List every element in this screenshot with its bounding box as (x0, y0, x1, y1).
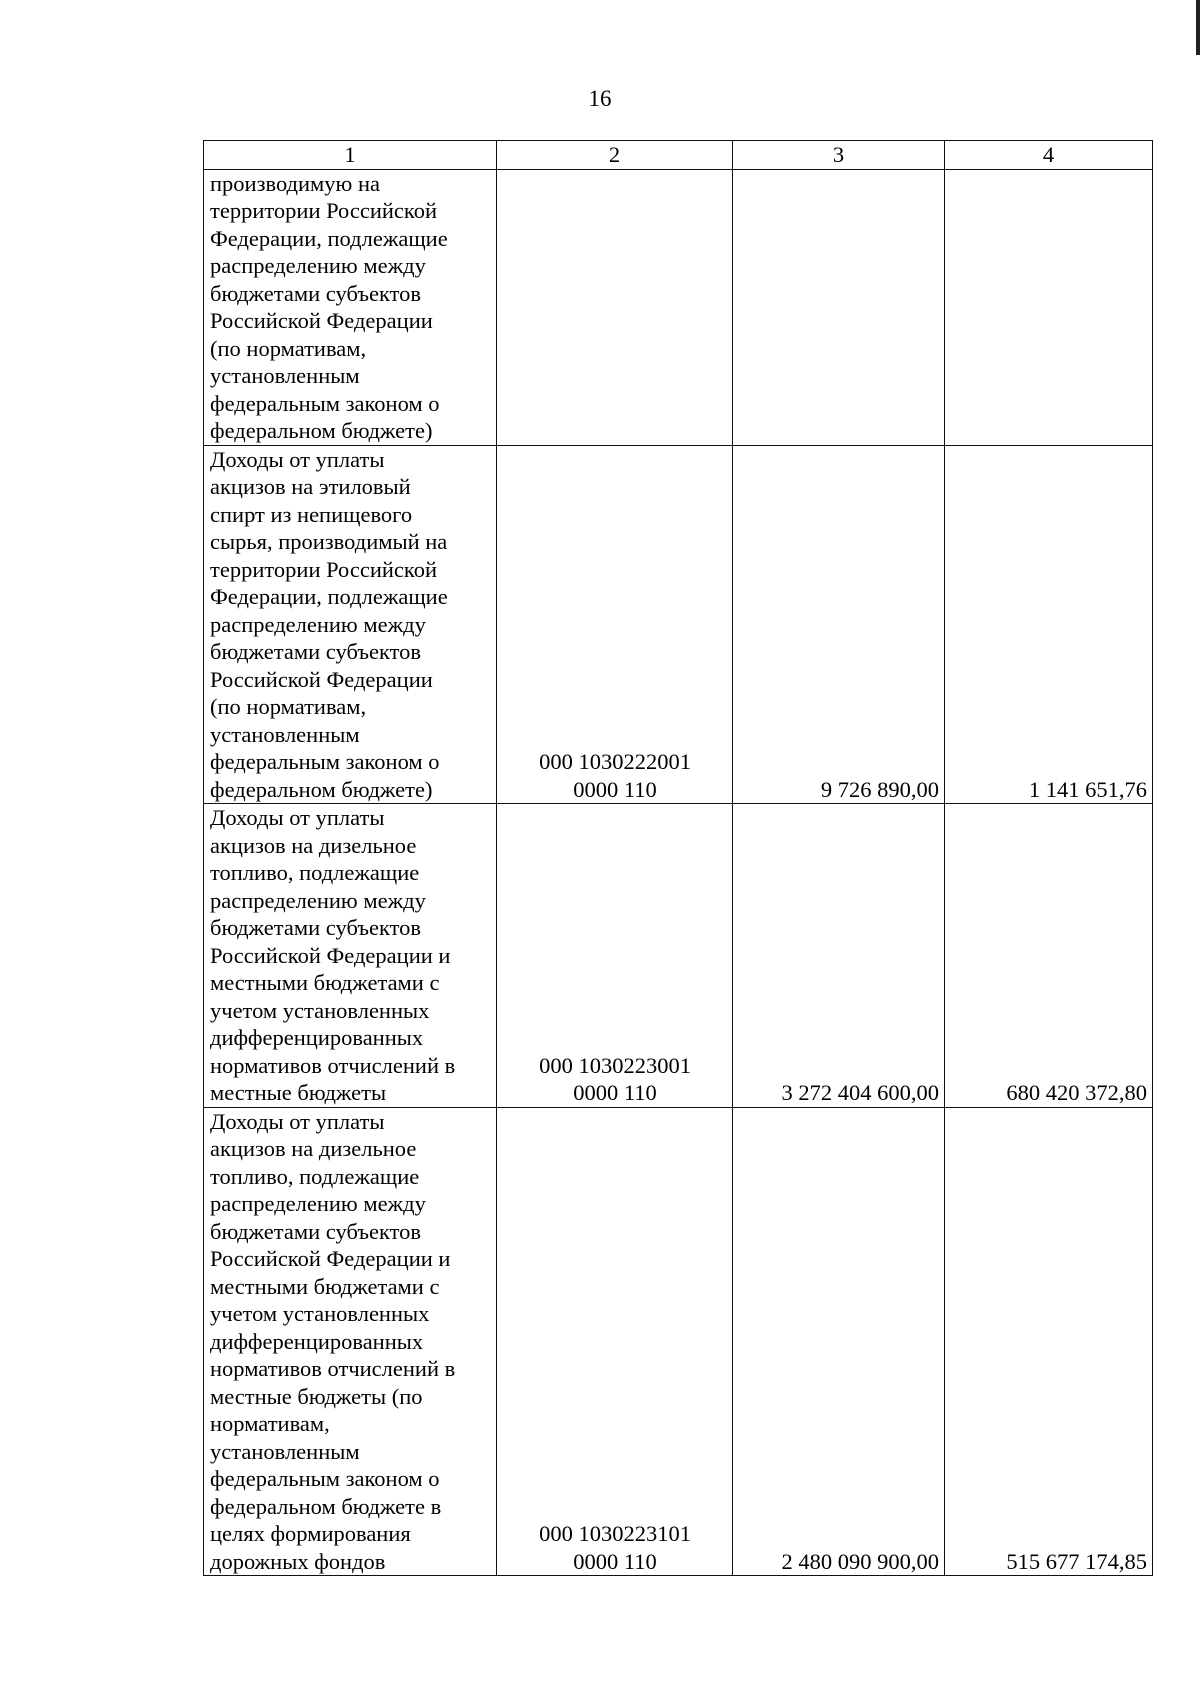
table-row (204, 1107, 1153, 1576)
budget-revenue-table (203, 140, 1153, 1576)
row-executed-amount (945, 169, 1153, 445)
row-executed-amount: 515 677 174,85 (945, 1107, 1153, 1576)
row-executed-amount: 1 141 651,76 (945, 445, 1153, 804)
row-plan-amount: 3 272 404 600,00 (733, 804, 945, 1108)
row-description: Доходы от уплаты акцизов на дизельное топливо, подлежащие распределению между бюджетами субъектов Российской Федерации и местными бюджетами с учетом установленных дифференцированных нормативов отчислений в местные бюджеты (по нормативам, установленным федеральным законом о федеральном бюджете в целях формирования дорожных фондов (204, 1107, 497, 1576)
table-row (204, 804, 1153, 1108)
row-description: производимую на территории Российской Федерации, подлежащие распределению между бюджетами субъектов Российской Федерации (по нормативам, установленным федеральным законом о федеральном бюджете) (204, 169, 497, 445)
table-header-row (204, 141, 1153, 170)
column-header-2: 2 (497, 141, 733, 170)
row-plan-amount: 2 480 090 900,00 (733, 1107, 945, 1576)
row-code (497, 169, 733, 445)
row-code: 000 1030222001 0000 110 (497, 445, 733, 804)
column-header-1: 1 (204, 141, 497, 170)
row-description: Доходы от уплаты акцизов на дизельное топливо, подлежащие распределению между бюджетами субъектов Российской Федерации и местными бюджетами с учетом установленных дифференцированных нормативов отчислений в местные бюджеты (204, 804, 497, 1108)
column-header-4: 4 (945, 141, 1153, 170)
row-executed-amount: 680 420 372,80 (945, 804, 1153, 1108)
row-code: 000 1030223101 0000 110 (497, 1107, 733, 1576)
page-number: 16 (588, 86, 612, 111)
row-plan-amount: 9 726 890,00 (733, 445, 945, 804)
row-plan-amount (733, 169, 945, 445)
row-description: Доходы от уплаты акцизов на этиловый спирт из непищевого сырья, производимый на территории Российской Федерации, подлежащие распределению между бюджетами субъектов Российской Федерации (по нормативам, установленным федеральным законом о федеральном бюджете) (204, 445, 497, 804)
row-code: 000 1030223001 0000 110 (497, 804, 733, 1108)
scan-edge-mark (1196, 0, 1200, 55)
column-header-3: 3 (733, 141, 945, 170)
table-row (204, 169, 1153, 445)
table-row (204, 445, 1153, 804)
